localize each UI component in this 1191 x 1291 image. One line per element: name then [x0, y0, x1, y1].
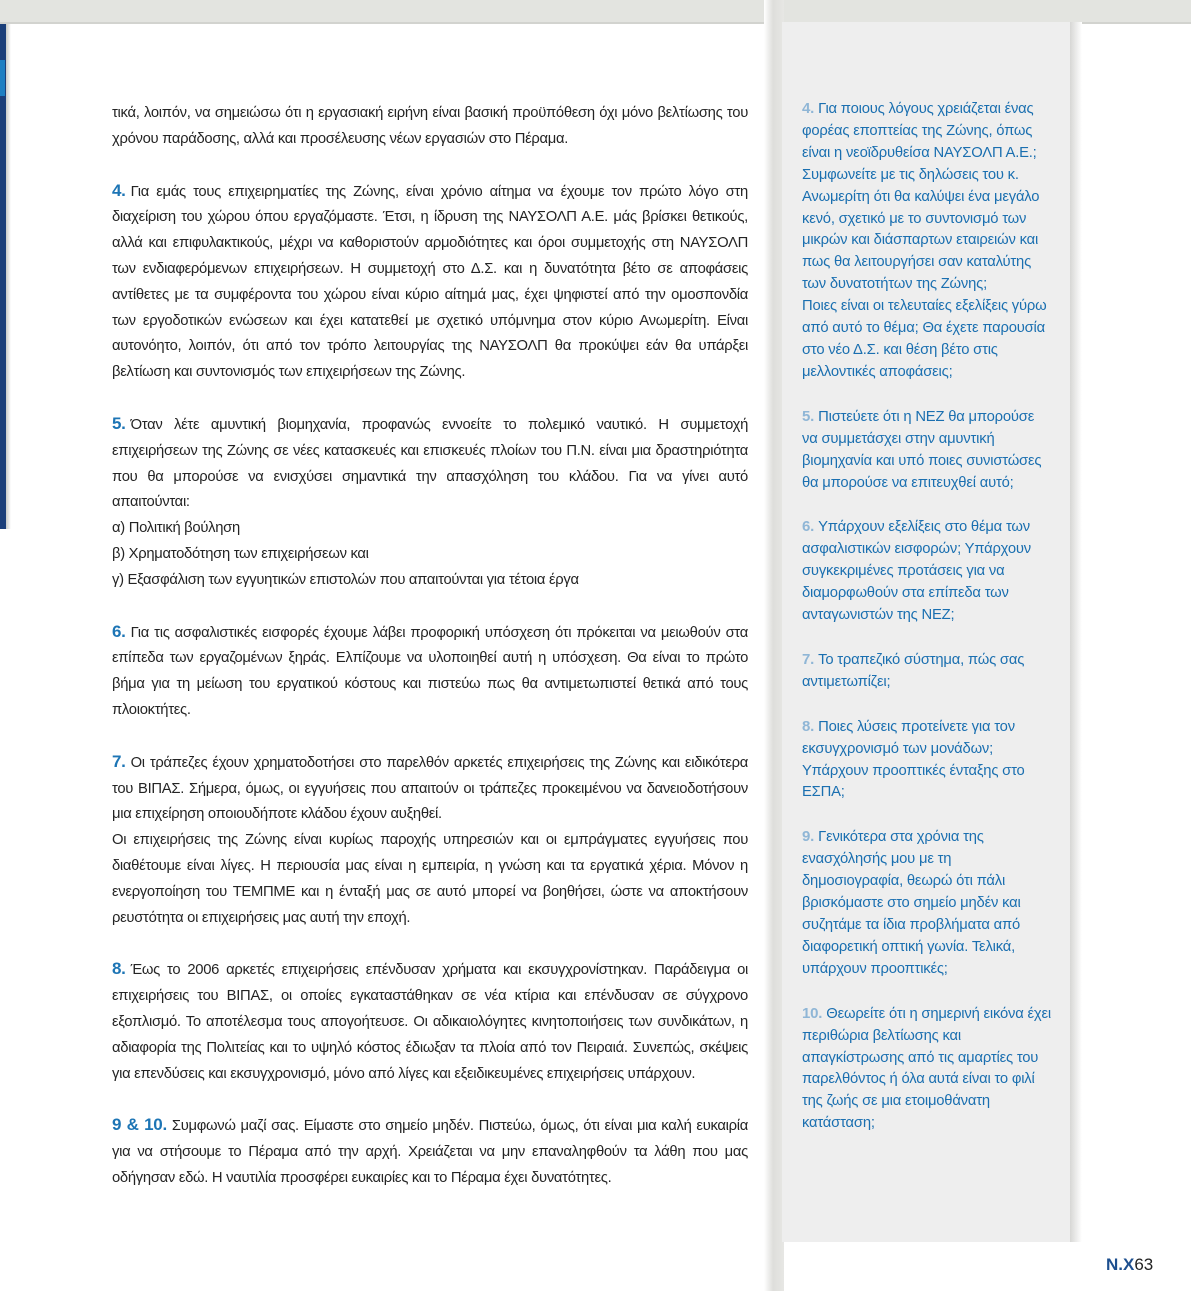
question-gap [802, 384, 1052, 406]
answer-text: Οι τράπεζες έχουν χρηματοδοτήσει στο παρελθόν αρκετές επιχειρήσεις της Ζώνης και ειδικότερα του ΒΙΠΑΣ. Σήμερα, όμως, οι εγγυήσεις που απαιτούν οι τράπεζες προκειμένου να δανειοδοτήσουν μια επιχείρηση οποιουδήποτε κλάδου έχουν αυξηθεί. [112, 754, 748, 823]
question-text: Υπάρχουν εξελίξεις στο θέμα των ασφαλιστικών εισφορών; Υπάρχουν συγκεκριμένες προτάσεις για να διαμορφωθούν στα επίπεδα των ανταγωνιστών της ΝΕΖ; [802, 519, 1031, 624]
answer-paragraph [112, 411, 748, 516]
answer-paragraph [112, 828, 748, 931]
question-gap [802, 804, 1052, 826]
answer-paragraph [112, 542, 748, 568]
page-footer [1106, 1255, 1153, 1275]
page-number: 63 [1134, 1255, 1154, 1274]
column-divider [764, 0, 784, 1291]
question-number: 6. [802, 518, 815, 536]
answer-number: 8. [112, 959, 126, 979]
answer-paragraph [112, 516, 748, 542]
answer-paragraph [112, 619, 748, 724]
question-number: 10. [802, 1004, 823, 1022]
question-paragraph [802, 296, 1052, 384]
question-number: 8. [802, 717, 815, 735]
answers-column [112, 101, 748, 1192]
question-text: Ποιες λύσεις προτείνετε για τον εκσυγχρονισμό των μονάδων; Υπάρχουν προοπτικές ένταξης στο ΕΣΠΑ; [802, 718, 1025, 801]
question-gap [802, 694, 1052, 716]
question-paragraph [802, 1003, 1052, 1135]
question-number: 4. [802, 100, 815, 117]
question-paragraph [802, 649, 1052, 694]
question-number: 9. [802, 828, 815, 846]
answer-gap [112, 386, 748, 411]
answer-paragraph [112, 568, 748, 594]
question-text: Ποιες είναι οι τελευταίες εξελίξεις γύρω από αυτό το θέμα; Θα έχετε παρουσία στο νέο Δ.Σ. και θέση βέτο στις μελλοντικές αποφάσεις; [802, 298, 1047, 380]
questions-panel-shadow [1070, 22, 1082, 1242]
answer-text: α) Πολιτική βούληση [112, 520, 240, 537]
question-number: 7. [802, 650, 815, 668]
question-gap [802, 494, 1052, 516]
answer-paragraph [112, 749, 748, 828]
answer-gap [112, 724, 748, 749]
facing-page-shadow [6, 24, 11, 529]
answer-text: Όταν λέτε αμυντική βιομηχανία, προφανώς εννοείτε το πολεμικό ναυτικό. Η συμμετοχή επιχειρήσεων της Ζώνης σε νέες κατασκευές και επισκευές πλοίων του Π.Ν. είναι μια δραστηριότητα που θα μπορούσε να ενισχύσει σημαντικά την απασχόληση του κλάδου. Για να γίνει αυτό απαιτούνται: [112, 416, 748, 511]
question-text: Γενικότερα στα χρόνια της ενασχόλησής μου με τη δημοσιογραφία, θεωρώ ότι πάλι βρισκόμαστε στο σημείο μηδέν και συζητάμε τα ίδια προβλήματα από διαφορετική οπτική γωνία. Τελικά, υπάρχουν προοπτικές; [802, 829, 1021, 977]
question-gap [802, 981, 1052, 1003]
answer-gap [112, 153, 748, 178]
answer-gap [112, 1087, 748, 1112]
question-paragraph [802, 516, 1052, 627]
facing-page-accent [0, 60, 5, 96]
answer-text: Οι επιχειρήσεις της Ζώνης είναι κυρίως παροχής υπηρεσιών και οι εμπράγματες εγγυήσεις που διαθέτουμε είναι λίγες. Η περιουσία μας είναι η εμπειρία, η γνώση και τα εργατικά χέρια. Μόνον η ενεργοποίηση του ΤΕΜΠΜΕ και η ένταξή μας σε αυτό μπορεί να βοηθήσει, ώστε να αποκτήσουν ρευστότητα οι επιχειρήσεις μας αυτή την εποχή. [112, 832, 748, 926]
answer-number: 6. [112, 621, 126, 641]
questions-column [802, 98, 1052, 1135]
page-top-strip [0, 0, 1191, 22]
question-text: Για ποιους λόγους χρειάζεται ένας φορέας εποπτείας της Ζώνης, όπως είναι η νεοϊδρυθείσα ΝΑΥΣΟΛΠ Α.Ε.; Συμφωνείτε με τις δηλώσεις του κ. Ανωμερίτη ότι θα καλύψει ένα μεγάλο κενό, σχετικό με το συντονισμό των μικρών και διάσπαρτων εταιρειών και πως θα λειτουργήσει σαν καταλύτης των δυνατοτήτων της Ζώνης; [802, 101, 1040, 293]
question-paragraph [802, 716, 1052, 805]
answer-paragraph [112, 956, 748, 1087]
question-paragraph [802, 98, 1052, 296]
question-paragraph [802, 406, 1052, 495]
answer-text: τικά, λοιπόν, να σημειώσω ότι η εργασιακή ειρήνη είναι βασική προϋπόθεση όχι μόνο βελτίωσης του χρόνου παράδοσης, αλλά και προσέλευσης νέων εργασιών στο Πέραμα. [112, 105, 748, 147]
answer-number: 5. [112, 413, 126, 433]
answer-text: Για τις ασφαλιστικές εισφορές έχουμε λάβει προφορική υπόσχεση ότι πρόκειται να μειωθούν στα επίπεδα των εργαζομένων ξηράς. Ελπίζουμε να υλοποιηθεί αυτή η υπόσχεση. Θα είναι το πρώτο βήμα για τη μείωση του εργατικού κόστους και πιστεύω πως θα αντιμετωπιστεί θετικά από τους πλοιοκτήτες. [112, 624, 748, 718]
question-number: 5. [802, 407, 815, 425]
answer-text: γ) Εξασφάλιση των εγγυητικών επιστολών που απαιτούνται για τέτοια έργα [112, 571, 579, 588]
answer-paragraph [112, 1112, 748, 1191]
answer-text: Συμφωνώ μαζί σας. Είμαστε στο σημείο μηδέν. Πιστεύω, όμως, ότι είναι μια καλή ευκαιρία για να στήσουμε το Πέραμα από την αρχή. Χρειάζεται να μην επαναληφθούν τα λάθη που μας οδήγησαν εδώ. Η ναυτιλία προσφέρει ευκαιρίες και το Πέραμα έχει δυνατότητες. [112, 1118, 749, 1186]
answer-number: 4. [112, 180, 126, 200]
question-text: Θεωρείτε ότι η σημερινή εικόνα έχει περιθώρια βελτίωσης και απαγκίστρωσης από τις αμαρτίες του παρελθόντος ή όλα αυτά είναι το φιλί της ζωής σε μια ετοιμοθάνατη κατάσταση; [802, 1005, 1051, 1132]
answer-text: β) Χρηματοδότηση των επιχειρήσεων και [112, 545, 369, 562]
question-gap [802, 627, 1052, 649]
answer-text: Έως το 2006 αρκετές επιχειρήσεις επένδυσαν χρήματα και εκσυγχρονίστηκαν. Παράδειγμα οι επιχειρήσεις του ΒΙΠΑΣ, οι οποίες εγκαταστάθηκαν σε νέα κτίρια και επένδυσαν σε σύγχρονο εξοπλισμό. Το αποτέλεσμα τους απογοήτευσε. Οι αδικαιολόγητες κινητοποιήσεις των συνδικάτων, η αδιαφορία της Πολιτείας και το υψηλό κόστος έδιωξαν τα πλοία από τον Πειραιά. Συνεπώς, σκέψεις για επενδύσεις και εκσυγχρονισμό, μόνο από λίγες και εξειδικευμένες επιχειρήσεις υπάρχουν. [112, 962, 748, 1082]
answer-paragraph [112, 101, 748, 153]
question-text: Το τραπεζικό σύστημα, πώς σας αντιμετωπίζει; [802, 651, 1025, 690]
answer-number: 9 & 10. [112, 1115, 167, 1135]
answer-gap [112, 594, 748, 619]
magazine-logo: N.X [1106, 1255, 1135, 1274]
answer-paragraph [112, 178, 748, 386]
question-text: Πιστεύετε ότι η ΝΕΖ θα μπορούσε να συμμετάσχει στην αμυντική βιομηχανία και υπό ποιες συνιστώσες θα μπορούσε να επιτευχθεί αυτό; [802, 408, 1042, 491]
answer-gap [112, 931, 748, 956]
question-paragraph [802, 826, 1052, 980]
answer-text: Για εμάς τους επιχειρηματίες της Ζώνης, είναι χρόνιο αίτημα να έχουμε τον πρώτο λόγο στη διαχείριση του χώρου όπου εργαζόμαστε. Έτσι, η ίδρυση της ΝΑΥΣΟΛΠ Α.Ε. μάς βρίσκει θετικούς, αλλά και επιφυλακτικούς, μέχρι να καθοριστούν αρμοδιότητες και όροι συμμετοχής στη ΝΑΥΣΟΛΠ των ενδιαφερόμενων επιχειρήσεων. Η συμμετοχή στο Δ.Σ. και η δυνατότητα βέτο σε αποφάσεις αντίθετες με τα συμφέροντα του χώρου είναι κύριο αίτημά μας, έχει ψηφιστεί από την ομοσπονδία των εργοδοτικών ενώσεων και έχει κατατεθεί με σχετικό υπόμνημα στον κύριο Ανωμερίτη. Είναι αυτονόητο, λοιπόν, ότι από τον τρόπο λειτουργίας της ΝΑΥΣΟΛΠ θα προκύψει εάν θα υπάρξει βελτίωση και συντονισμός των επιχειρήσεων της Ζώνης. [112, 183, 748, 381]
answer-number: 7. [112, 751, 126, 771]
